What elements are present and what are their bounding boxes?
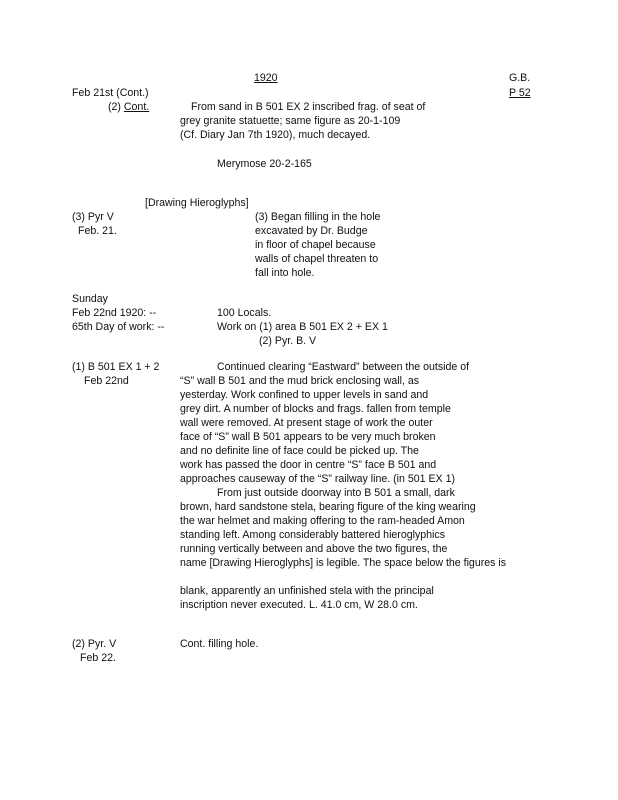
entry3-line: inscription never executed. L. 41.0 cm, W 28.0 cm. bbox=[180, 599, 418, 611]
entry3-line: work has passed the door in centre “S” face B 501 and bbox=[180, 459, 437, 471]
entry3-line: approaches causeway of the “S” railway line. (in 501 EX 1) bbox=[180, 473, 455, 485]
drawing-placeholder: [Drawing Hieroglyphs] bbox=[145, 197, 249, 209]
entry1-date: Feb 21st (Cont.) bbox=[72, 87, 149, 99]
entry1-line: grey granite statuette; same figure as 20-1-109 bbox=[180, 115, 401, 127]
entry1-line: From sand in B 501 EX 2 inscribed frag. of seat of bbox=[191, 101, 426, 113]
entry3-line: and no definite line of face could be picked up. The bbox=[180, 445, 419, 457]
entry2-line: (3) Began filling in the hole bbox=[255, 211, 381, 223]
day-name: Sunday bbox=[72, 293, 108, 305]
entry3-line: wall were removed. At present stage of work the outer bbox=[180, 417, 433, 429]
day-date: Feb 22nd 1920: -- bbox=[72, 307, 157, 319]
page-number: P 52 bbox=[509, 87, 531, 99]
entry3-line: From just outside doorway into B 501 a small, dark bbox=[217, 487, 455, 499]
entry3-line: face of “S” wall B 501 appears to be very much broken bbox=[180, 431, 436, 443]
entry2-date: Feb. 21. bbox=[78, 225, 117, 237]
entry3-line: the war helmet and making offering to the ram-headed Amon bbox=[180, 515, 465, 527]
entry3-line: blank, apparently an unfinished stela with the principal bbox=[180, 585, 434, 597]
workforce: 100 Locals. bbox=[217, 307, 272, 319]
entry3-line: “S” wall B 501 and the mud brick enclosing wall, as bbox=[180, 375, 420, 387]
entry4-label: (2) Pyr. V bbox=[72, 638, 117, 650]
entry3-line: grey dirt. A number of blocks and frags. fallen from temple bbox=[180, 403, 451, 415]
entry3-line: name [Drawing Hieroglyphs] is legible. The space below the figures is bbox=[180, 557, 507, 569]
entry2-line: in floor of chapel because bbox=[255, 239, 376, 251]
entry3-line: standing left. Among considerably battered hieroglyphics bbox=[180, 529, 446, 541]
entry2-line: excavated by Dr. Budge bbox=[255, 225, 368, 237]
entry1-item bbox=[108, 100, 149, 114]
year-heading: 1920 bbox=[254, 72, 278, 84]
day-count: 65th Day of work: -- bbox=[72, 321, 165, 333]
entry2-label: (3) Pyr V bbox=[72, 211, 114, 223]
entry4-text: Cont. filling hole. bbox=[180, 638, 259, 650]
entry2-line: walls of chapel threaten to bbox=[255, 253, 379, 265]
entry1-reference: Merymose 20-2-165 bbox=[217, 158, 312, 170]
entry3-line: brown, hard sandstone stela, bearing figure of the king wearing bbox=[180, 501, 476, 513]
entry3-line: Continued clearing “Eastward” between the outside of bbox=[217, 361, 470, 373]
work-areas: Work on (1) area B 501 EX 2 + EX 1 bbox=[217, 321, 388, 333]
entry4-date: Feb 22. bbox=[80, 652, 116, 664]
entry1-item-text: (2) Cont. bbox=[108, 101, 150, 113]
entry3-line: yesterday. Work confined to upper levels in sand and bbox=[180, 389, 429, 401]
entry3-date: Feb 22nd bbox=[84, 375, 129, 387]
entry1-line: (Cf. Diary Jan 7th 1920), much decayed. bbox=[180, 129, 371, 141]
work-areas-2: (2) Pyr. B. V bbox=[259, 335, 317, 347]
initials: G.B. bbox=[509, 72, 531, 84]
entry3-line: running vertically between and above the two figures, the bbox=[180, 543, 448, 555]
entry3-label: (1) B 501 EX 1 + 2 bbox=[72, 361, 160, 373]
entry2-line: fall into hole. bbox=[255, 267, 315, 279]
